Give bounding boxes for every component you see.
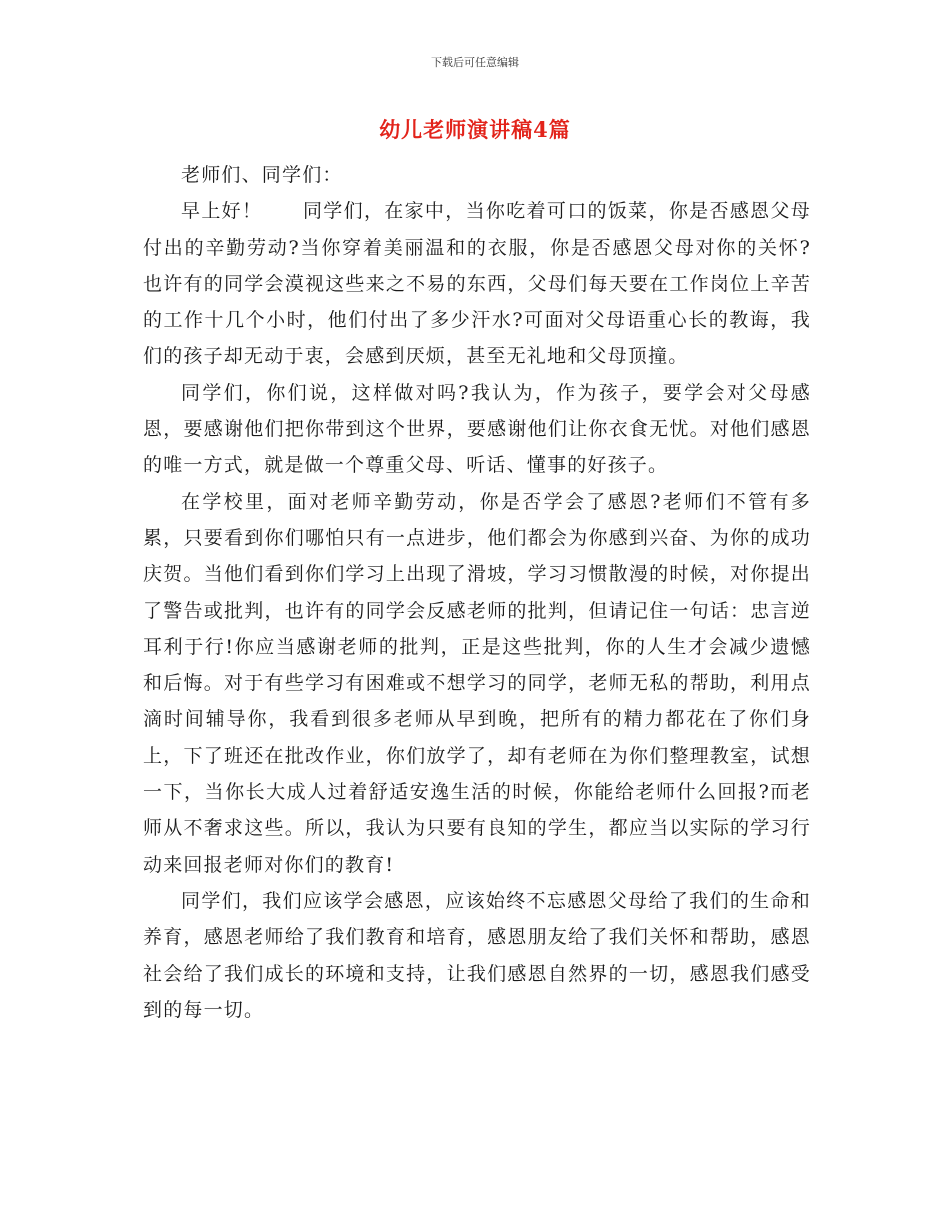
paragraph-3: 在学校里，面对老师辛勤劳动，你是否学会了感恩?老师们不管有多累，只要看到你们哪怕只有一点进步，他们都会为你感到兴奋、为你的成功庆贺。当他们看到你们学习上出现了滑坡，学习习惯散漫的时候，对你提出了警告或批判，也许有的同学会反感老师的批判，但请记住一句话：忠言逆耳利于行!你应当感谢老师的批判，正是这些批判，你的人生才会减少遗憾和后悔。对于有些学习有困难或不想学习的同学，老师无私的帮助，利用点滴时间辅导你，我看到很多老师从早到晚，把所有的精力都花在了你们身上，下了班还在批改作业，你们放学了，却有老师在为你们整理教室，试想一下，当你长大成人过着舒适安逸生活的时候，你能给老师什么回报?而老师从不奢求这些。所以，我认为只要有良知的学生，都应当以实际的学习行动来回报老师对你们的教育! bbox=[143, 490, 811, 876]
salutation: 老师们、同学们： bbox=[181, 164, 343, 186]
paragraph-1: 早上好！ 同学们，在家中，当你吃着可口的饭菜，你是否感恩父母付出的辛勤劳动?当你穿着美丽温和的衣服，你是否感恩父母对你的关怀?也许有的同学会漠视这些来之不易的东西，父母们每天要在工作岗位上辛苦的工作十几个小时，他们付出了多少汗水?可面对父母语重心长的教诲，我们的孩子却无动于衷，会感到厌烦，甚至无礼地和父母顶撞。 bbox=[143, 200, 811, 368]
document-body bbox=[143, 157, 811, 1028]
page-header-note: 下载后可任意编辑 bbox=[431, 56, 519, 69]
document-title: 幼儿老师演讲稿4篇 bbox=[379, 117, 571, 142]
paragraph-4: 同学们，我们应该学会感恩，应该始终不忘感恩父母给了我们的生命和养育，感恩老师给了我们教育和培育，感恩朋友给了我们关怀和帮助，感恩社会给了我们成长的环境和支持，让我们感恩自然界的一切，感恩我们感受到的每一切。 bbox=[143, 889, 811, 1021]
paragraph-2: 同学们，你们说，这样做对吗?我认为，作为孩子，要学会对父母感恩，要感谢他们把你带到这个世界，要感谢他们让你衣食无忧。对他们感恩的唯一方式，就是做一个尊重父母、听话、懂事的好孩子。 bbox=[143, 381, 811, 477]
